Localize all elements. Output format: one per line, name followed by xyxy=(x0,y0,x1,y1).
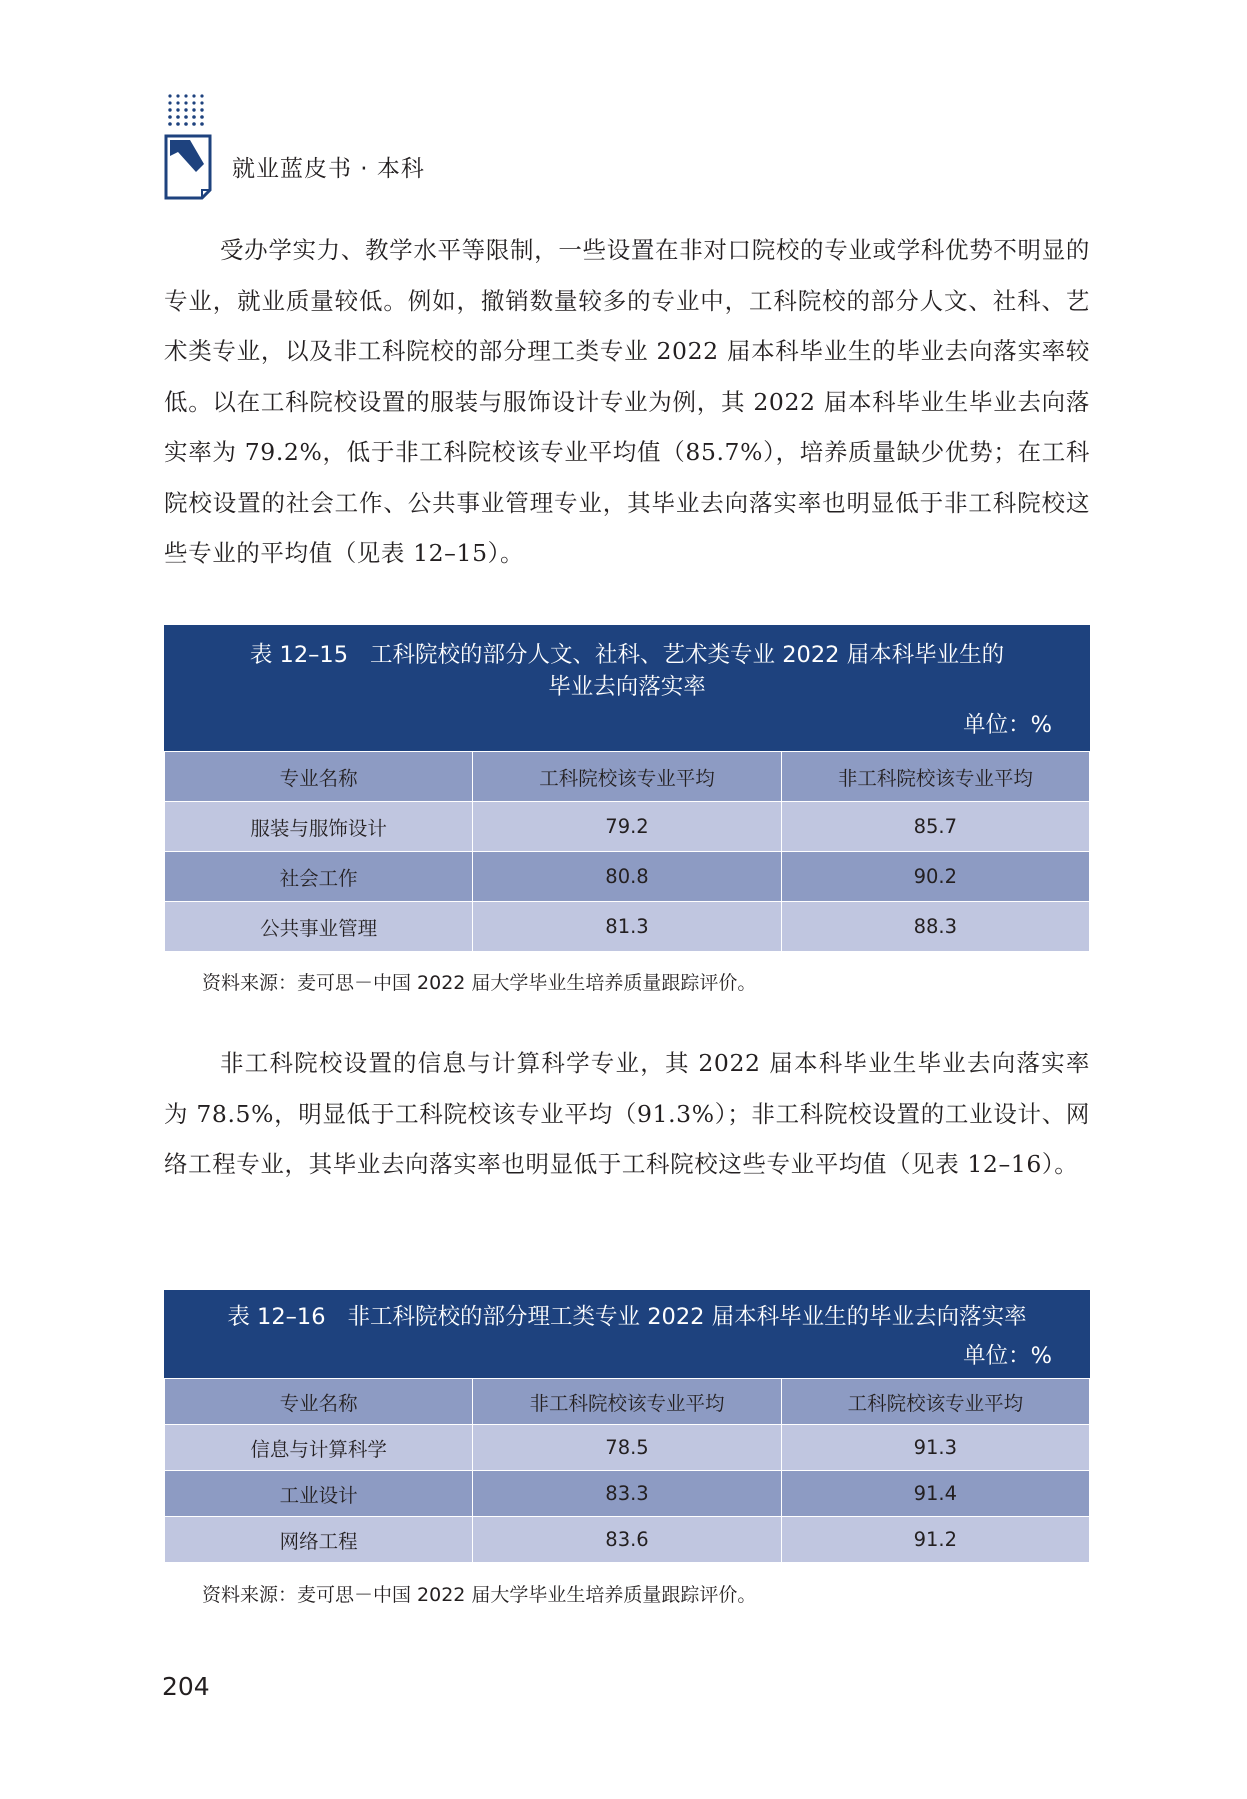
table-cell: 91.2 xyxy=(781,1517,1089,1563)
table-row xyxy=(165,802,1090,852)
table-cell: 85.7 xyxy=(781,802,1089,852)
book-title: 就业蓝皮书 · 本科 xyxy=(232,156,425,182)
column-header: 专业名称 xyxy=(165,1379,473,1425)
table-cell: 79.2 xyxy=(473,802,781,852)
table-cell: 社会工作 xyxy=(165,852,473,902)
table-cell: 信息与计算科学 xyxy=(165,1425,473,1471)
table-row xyxy=(165,852,1090,902)
table-12-16 xyxy=(164,1290,1090,1563)
table-cell: 公共事业管理 xyxy=(165,902,473,952)
table-source-note: 资料来源：麦可思－中国 2022 届大学毕业生培养质量跟踪评价。 xyxy=(202,1584,757,1606)
table-cell: 工业设计 xyxy=(165,1471,473,1517)
table-12-15 xyxy=(164,625,1090,952)
page-header xyxy=(164,92,564,202)
table-cell: 83.3 xyxy=(473,1471,781,1517)
table-source-note: 资料来源：麦可思－中国 2022 届大学毕业生培养质量跟踪评价。 xyxy=(202,972,757,994)
column-header: 工科院校该专业平均 xyxy=(781,1379,1089,1425)
table-header-row xyxy=(165,1379,1090,1425)
column-header: 专业名称 xyxy=(165,752,473,802)
table-cell: 78.5 xyxy=(473,1425,781,1471)
table-row xyxy=(165,902,1090,952)
body-paragraph-2: 非工科院校设置的信息与计算科学专业，其 2022 届本科毕业生毕业去向落实率为 78.5%，明显低于工科院校该专业平均（91.3%）；非工科院校设置的工业设计、网络工程专业，其毕业去向落实率也明显低于工科院校这些专业平均值（见表 12–16）。 xyxy=(164,1049,1090,1178)
table-row xyxy=(165,1517,1090,1563)
page-number: 204 xyxy=(162,1672,210,1701)
column-header: 工科院校该专业平均 xyxy=(473,752,781,802)
table-cell: 88.3 xyxy=(781,902,1089,952)
table-header-banner xyxy=(164,625,1090,751)
table-cell: 80.8 xyxy=(473,852,781,902)
table-title-line1: 工科院校的部分人文、社科、艺术类专业 2022 届本科毕业生的 xyxy=(370,642,1005,668)
table-cell: 81.3 xyxy=(473,902,781,952)
table-title-line1: 非工科院校的部分理工类专业 2022 届本科毕业生的毕业去向落实率 xyxy=(347,1304,1027,1330)
table-cell: 服装与服饰设计 xyxy=(165,802,473,852)
table-cell: 91.4 xyxy=(781,1471,1089,1517)
table-number: 表 12–16 xyxy=(227,1304,326,1330)
table-title xyxy=(164,1290,1090,1333)
column-header: 非工科院校该专业平均 xyxy=(473,1379,781,1425)
table-cell: 网络工程 xyxy=(165,1517,473,1563)
data-table xyxy=(164,1378,1090,1563)
table-cell: 90.2 xyxy=(781,852,1089,902)
table-unit: 单位：% xyxy=(963,712,1052,738)
column-header: 非工科院校该专业平均 xyxy=(781,752,1089,802)
table-row xyxy=(165,1425,1090,1471)
table-header-row xyxy=(165,752,1090,802)
table-row xyxy=(165,1471,1090,1517)
body-paragraph-1: 受办学实力、教学水平等限制，一些设置在非对口院校的专业或学科优势不明显的专业，就业质量较低。例如，撤销数量较多的专业中，工科院校的部分人文、社科、艺术类专业，以及非工科院校的部分理工类专业 2022 届本科毕业生的毕业去向落实率较低。以在工科院校设置的服装与服饰设计专业为例，其 2022 届本科毕业生毕业去向落实率为 79.2%，低于非工科院校该专业平均值（85.7%），培养质量缺少优势；在工科院校设置的社会工作、公共事业管理专业，其毕业去向落实率也明显低于非工科院校这些专业的平均值（见表 12–15）。 xyxy=(164,236,1090,567)
book-logo-icon xyxy=(164,92,212,200)
table-cell: 91.3 xyxy=(781,1425,1089,1471)
table-cell: 83.6 xyxy=(473,1517,781,1563)
table-header-banner xyxy=(164,1290,1090,1378)
table-title xyxy=(164,625,1090,703)
table-title-line2: 毕业去向落实率 xyxy=(548,674,706,700)
data-table xyxy=(164,751,1090,952)
table-unit: 单位：% xyxy=(963,1343,1052,1369)
table-number: 表 12–15 xyxy=(249,642,349,668)
